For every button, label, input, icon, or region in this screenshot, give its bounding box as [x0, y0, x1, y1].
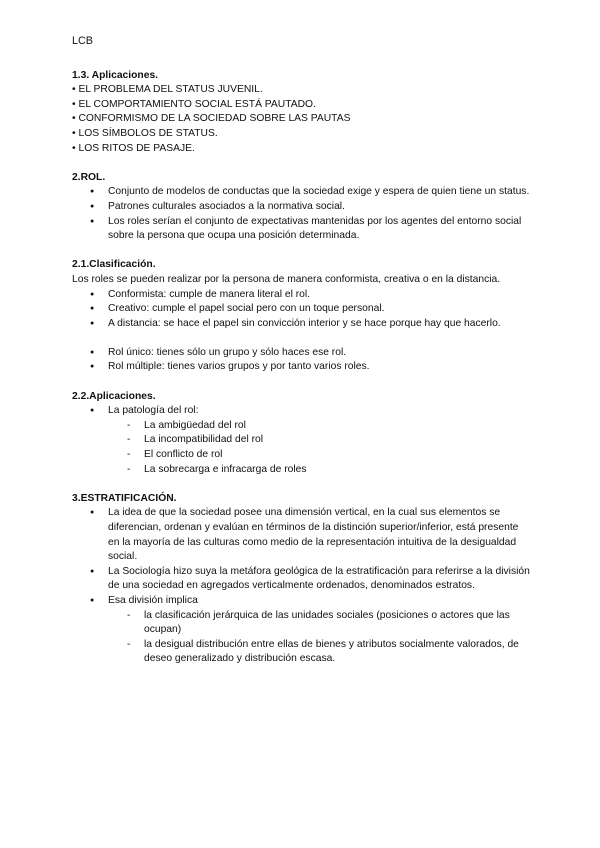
sublist-item: - La ambigüedad del rol [144, 419, 532, 434]
section-rol [72, 171, 532, 244]
rol-list [72, 185, 532, 243]
list-item [108, 404, 532, 477]
sublist-item: - La sobrecarga e infracarga de roles [144, 463, 532, 478]
status-list [72, 83, 532, 156]
document-body [72, 34, 532, 682]
list-item: • LOS RITOS DE PASAJE. [72, 142, 195, 154]
section-clasificacion [72, 258, 532, 375]
division-sublist [108, 609, 532, 667]
aplicaciones-list [72, 404, 532, 477]
sublist-item: - la desigual distribución entre ellas de bienes y atributos socialmente valorados, de deseo generalizado y distribución escasa. [144, 638, 532, 667]
list-item: ● La idea de que la sociedad posee una dimensión vertical, en la cual sus elementos se diferencian, ordenan y evalúan en términos de la distinción superior/inferior, está presente en la mayoría de las culturas como medio de la representación intuitiva de la desigualdad social. [108, 506, 532, 564]
list-item: • EL PROBLEMA DEL STATUS JUVENIL. [72, 84, 263, 96]
list-item: ● La Sociología hizo suya la metáfora geológica de la estratificación para referirse a la división de una sociedad en agregados verticalmente ordenados, denominados estratos. [108, 565, 532, 594]
list-item: ● Conjunto de modelos de conductas que la sociedad exige y espera de quien tiene un status. [108, 185, 532, 200]
patologia-sublist [108, 419, 532, 477]
list-item-text: La patología del rol: [108, 405, 199, 417]
list-item: ● Rol múltiple: tienes varios grupos y por tanto varios roles. [108, 360, 532, 375]
rol-count-list [72, 346, 532, 375]
sublist-item: - El conflicto de rol [144, 448, 532, 463]
list-item: ● Los roles serían el conjunto de expectativas mantenidas por los agentes del entorno social sobre la persona que ocupa una posición determinada. [108, 215, 532, 244]
section-title: 3.ESTRATIFICACIÓN. [72, 492, 177, 504]
section-aplicaciones-1-3 [72, 69, 532, 157]
list-item: ● A distancia: se hace el papel sin convicción interior y se hace porque hay que hacerlo. [108, 317, 532, 332]
sublist-item: - la clasificación jerárquica de las unidades sociales (posiciones o actores que las ocupan) [144, 609, 532, 638]
section-aplicaciones-2-2 [72, 390, 532, 478]
section-title: 2.2.Aplicaciones. [72, 390, 156, 402]
sublist-item: - La incompatibilidad del rol [144, 433, 532, 448]
page-header: LCB [72, 35, 94, 47]
section-title: 2.ROL. [72, 171, 106, 183]
list-item: • LOS SÍMBOLOS DE STATUS. [72, 127, 218, 139]
list-item [108, 594, 532, 667]
list-item-text: Esa división implica [108, 594, 198, 606]
list-item: • CONFORMISMO DE LA SOCIEDAD SOBRE LAS PAUTAS [72, 113, 351, 125]
list-item: ● Patrones culturales asociados a la normativa social. [108, 200, 532, 215]
list-item: ● Rol único: tienes sólo un grupo y sólo haces ese rol. [108, 346, 532, 361]
clasificacion-list [72, 288, 532, 332]
list-item: ● Creativo: cumple el papel social pero con un toque personal. [108, 302, 532, 317]
section-estratificacion [72, 492, 532, 667]
section-intro: Los roles se pueden realizar por la persona de manera conformista, creativa o en la distancia. [72, 273, 501, 285]
list-item: • EL COMPORTAMIENTO SOCIAL ESTÁ PAUTADO. [72, 98, 316, 110]
section-title: 1.3. Aplicaciones. [72, 69, 159, 81]
estratificacion-list [72, 506, 532, 667]
list-item: ● Conformista: cumple de manera literal el rol. [108, 288, 532, 303]
spacer [72, 331, 532, 346]
section-title: 2.1.Clasificación. [72, 259, 156, 271]
